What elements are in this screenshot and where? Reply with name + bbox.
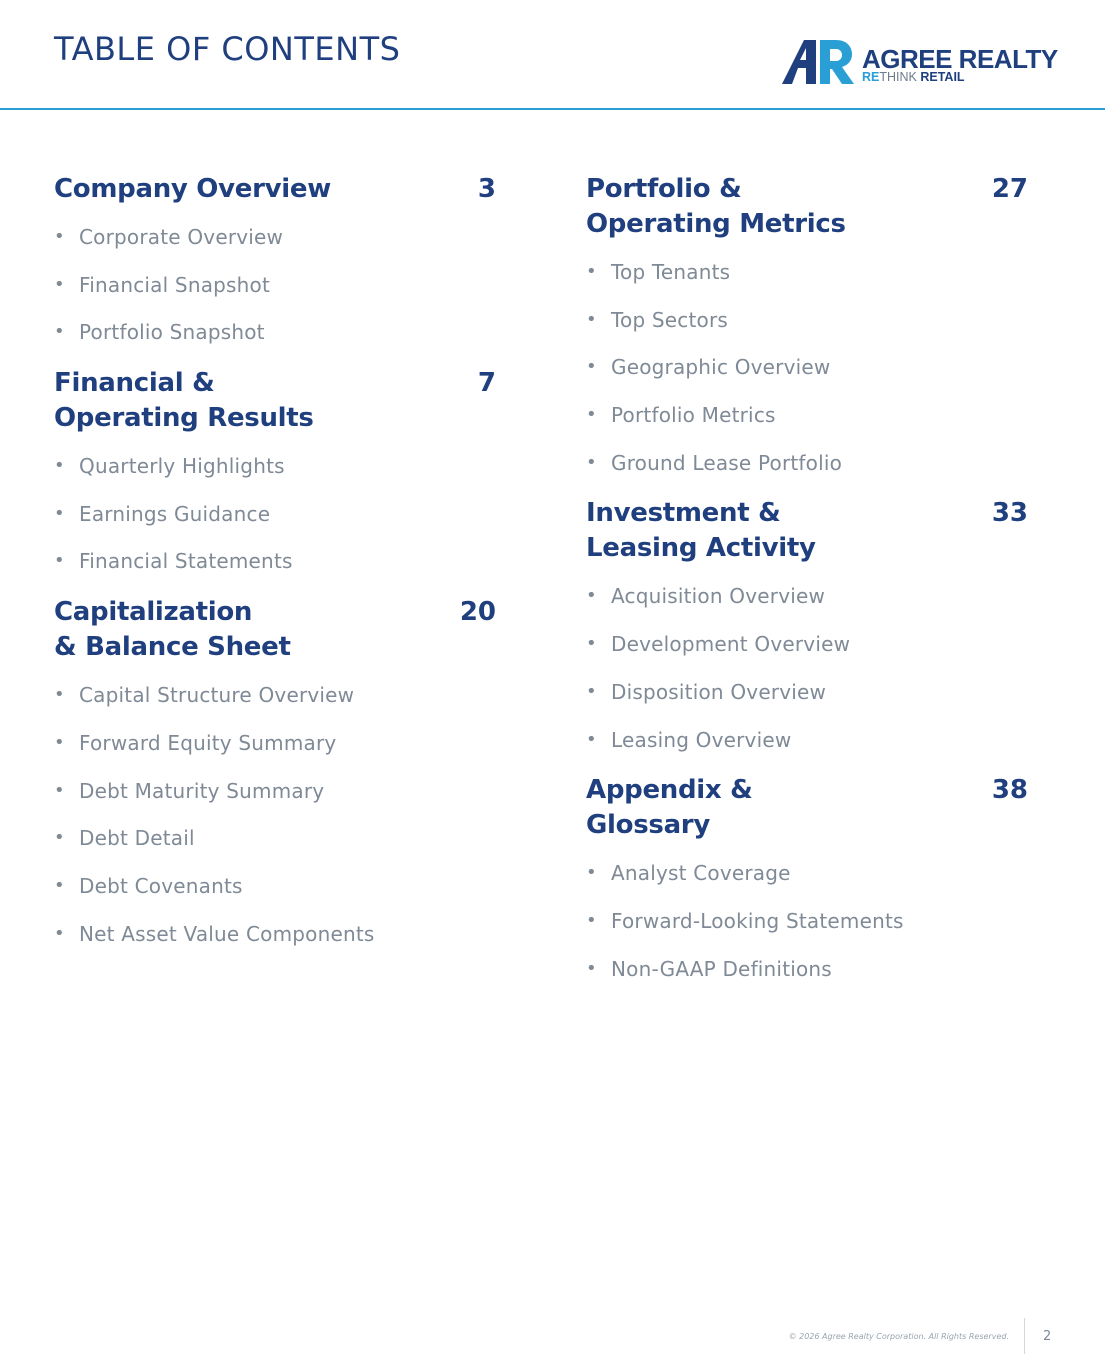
tagline-re: RE: [862, 70, 880, 84]
section-page-number: 27: [991, 174, 1028, 204]
toc-item-forward-looking-statements[interactable]: • Forward-Looking Statements: [586, 901, 1028, 949]
section-header[interactable]: [54, 172, 496, 207]
toc-item-portfolio-metrics[interactable]: • Portfolio Metrics: [586, 395, 1028, 443]
section-item-list: [586, 576, 1028, 767]
toc-section-capitalization-balance-sheet: [54, 595, 496, 961]
toc-item-corporate-overview[interactable]: • Corporate Overview: [54, 217, 496, 265]
toc-item-top-tenants[interactable]: • Top Tenants: [586, 252, 1028, 300]
section-page-number: 3: [477, 174, 496, 204]
toc-item-debt-maturity-summary[interactable]: • Debt Maturity Summary: [54, 771, 496, 819]
section-header[interactable]: [54, 366, 496, 436]
section-title: Appendix & Glossary: [586, 775, 753, 841]
toc-item-net-asset-value-components[interactable]: • Net Asset Value Components: [54, 914, 496, 962]
toc-item-ground-lease-portfolio[interactable]: • Ground Lease Portfolio: [586, 443, 1028, 491]
section-title: Financial & Operating Results: [54, 368, 314, 434]
section-title: Investment & Leasing Activity: [586, 498, 816, 564]
section-header[interactable]: [586, 172, 1028, 242]
section-header[interactable]: [54, 595, 496, 665]
logo-wordmark: AGREE REALTY: [862, 44, 1058, 74]
toc-item-earnings-guidance[interactable]: • Earnings Guidance: [54, 494, 496, 542]
section-page-number: 7: [477, 368, 496, 399]
toc-item-non-gaap-definitions[interactable]: • Non-GAAP Definitions: [586, 949, 1028, 997]
agree-realty-logo: [782, 38, 1072, 88]
toc-item-leasing-overview[interactable]: • Leasing Overview: [586, 720, 1028, 768]
toc-item-debt-covenants[interactable]: • Debt Covenants: [54, 866, 496, 914]
section-item-list: [586, 853, 1028, 996]
section-item-list: [54, 217, 496, 360]
section-header[interactable]: [586, 773, 1028, 843]
logo-tagline: [862, 70, 965, 84]
section-header[interactable]: [586, 496, 1028, 566]
toc-item-capital-structure-overview[interactable]: • Capital Structure Overview: [54, 675, 496, 723]
toc-item-debt-detail[interactable]: • Debt Detail: [54, 818, 496, 866]
toc-section-financial-operating-results: [54, 366, 496, 589]
toc-section-investment-leasing-activity: [586, 496, 1028, 767]
section-item-list: [586, 252, 1028, 490]
section-title: Company Overview: [54, 174, 331, 204]
header-divider: [0, 108, 1105, 110]
footer-divider: [1024, 1318, 1025, 1354]
toc-item-geographic-overview[interactable]: • Geographic Overview: [586, 347, 1028, 395]
agree-realty-logo-icon: [782, 40, 854, 84]
footer-copyright: © 2026 Agree Realty Corporation. All Rights Reserved.: [788, 1332, 1009, 1341]
toc-item-disposition-overview[interactable]: • Disposition Overview: [586, 672, 1028, 720]
toc-item-forward-equity-summary[interactable]: • Forward Equity Summary: [54, 723, 496, 771]
toc-item-top-sectors[interactable]: • Top Sectors: [586, 300, 1028, 348]
toc-section-portfolio-operating-metrics: [586, 172, 1028, 490]
section-page-number: 38: [991, 775, 1028, 806]
section-page-number: 20: [459, 597, 496, 628]
toc-item-portfolio-snapshot[interactable]: • Portfolio Snapshot: [54, 312, 496, 360]
toc-item-acquisition-overview[interactable]: • Acquisition Overview: [586, 576, 1028, 624]
toc-item-financial-statements[interactable]: • Financial Statements: [54, 541, 496, 589]
footer-page-number: 2: [1043, 1329, 1052, 1344]
toc-item-development-overview[interactable]: • Development Overview: [586, 624, 1028, 672]
toc-item-financial-snapshot[interactable]: • Financial Snapshot: [54, 265, 496, 313]
toc-section-company-overview: [54, 172, 496, 360]
toc-section-appendix-glossary: [586, 773, 1028, 996]
tagline-retail: RETAIL: [920, 70, 965, 84]
toc-column-left: [54, 172, 496, 967]
section-item-list: [54, 446, 496, 589]
section-title: Capitalization & Balance Sheet: [54, 597, 291, 663]
section-page-number: 33: [991, 498, 1028, 529]
toc-column-right: [586, 172, 1028, 1002]
section-title: Portfolio & Operating Metrics: [586, 174, 846, 239]
toc-item-analyst-coverage[interactable]: • Analyst Coverage: [586, 853, 1028, 901]
tagline-think: THINK: [879, 70, 917, 84]
page-title: TABLE OF CONTENTS: [54, 30, 401, 68]
toc-item-quarterly-highlights[interactable]: • Quarterly Highlights: [54, 446, 496, 494]
section-item-list: [54, 675, 496, 961]
